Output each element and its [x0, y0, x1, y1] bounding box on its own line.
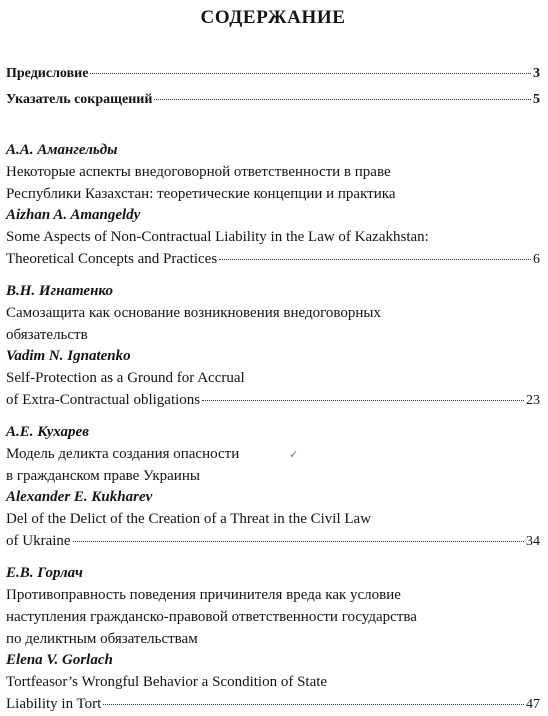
toc-front-item	[6, 66, 540, 92]
dot-leader	[73, 540, 524, 542]
toc-item-title: Указатель сокращений	[6, 92, 153, 107]
dot-leader	[103, 703, 524, 705]
page-number: 5	[533, 92, 540, 107]
title-en-line: of Extra-Contractual obligations	[6, 392, 201, 408]
toc-entry	[6, 422, 540, 553]
author-ru: Е.В. Горлач	[6, 565, 83, 581]
title-en-last-line	[6, 693, 540, 716]
toc-entry	[6, 563, 540, 716]
dot-leader	[90, 72, 531, 74]
title-en-line: of Ukraine	[6, 533, 71, 549]
pencil-mark-icon: ✓	[289, 449, 299, 461]
title-ru-line: Противоправность поведения причинителя вреда как условие	[6, 587, 401, 603]
page-number: 34	[526, 534, 540, 549]
title-en-line: Some Aspects of Non-Contractual Liability in the Law of Kazakhstan:	[6, 229, 429, 245]
title-ru-line: Некоторые аспекты внедоговорной ответственности в праве	[6, 164, 391, 180]
dot-leader	[202, 399, 524, 401]
title-ru-line: наступления гражданско-правовой ответственности государства	[6, 609, 417, 625]
author-ru: В.Н. Игнатенко	[6, 283, 113, 299]
title-en-line: Tortfeasor’s Wrongful Behavior a Scondition of State	[6, 674, 328, 690]
title-ru-line: Модель деликта создания опасности	[6, 446, 240, 462]
title-en-line: Del of the Delict of the Creation of a Threat in the Civil Law	[6, 511, 372, 527]
author-en: Alexander E. Kukharev	[6, 489, 153, 505]
author-en: Elena V. Gorlach	[6, 652, 113, 668]
author-ru: А.А. Амангельды	[6, 142, 118, 158]
toc-item-title: Предисловие	[6, 66, 89, 81]
title-en-line: Theoretical Concepts and Practices	[6, 251, 218, 267]
title-ru-line: обязательств	[6, 327, 88, 343]
author-en: Vadim N. Ignatenko	[6, 348, 131, 364]
title-ru-line: по деликтным обязательствам	[6, 631, 198, 647]
page-title: СОДЕРЖАНИЕ	[200, 7, 346, 28]
page-number: 47	[526, 697, 540, 712]
front-matter	[6, 66, 540, 118]
toc-front-item	[6, 92, 540, 118]
title-en-line: Self-Protection as a Ground for Accrual	[6, 370, 245, 386]
title-ru-line: Республики Казахстан: теоретические концепции и практика	[6, 186, 396, 202]
title-ru-line: в гражданском праве Украины	[6, 468, 200, 484]
toc-entry	[6, 140, 540, 271]
title-en-last-line	[6, 530, 540, 553]
title-en-line: Liability in Tort	[6, 696, 102, 712]
dot-leader	[154, 98, 531, 100]
toc-entry	[6, 281, 540, 412]
author-en: Aizhan A. Amangeldy	[6, 207, 141, 223]
page-number: 3	[533, 66, 540, 81]
dot-leader	[219, 258, 531, 260]
author-ru: А.Е. Кухарев	[6, 424, 89, 440]
title-en-last-line	[6, 248, 540, 271]
page-number: 6	[533, 252, 540, 267]
title-en-last-line	[6, 389, 540, 412]
title-ru-line: Самозащита как основание возникновения внедоговорных	[6, 305, 381, 321]
page-number: 23	[526, 393, 540, 408]
